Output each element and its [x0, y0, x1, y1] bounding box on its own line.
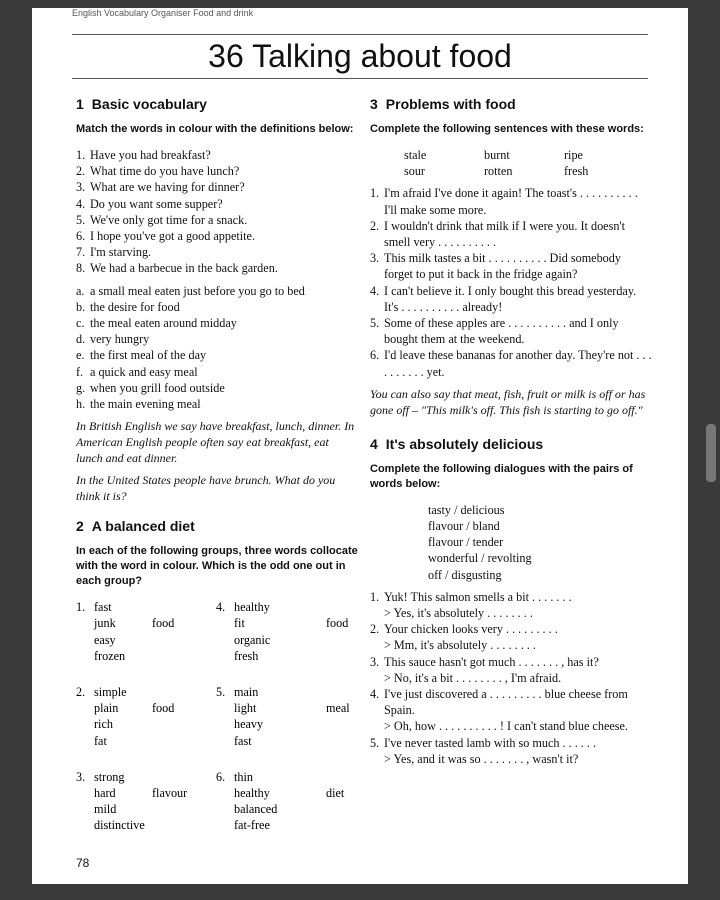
word-box: stale burnt ripe sour rotten fresh [404, 148, 589, 179]
list-item: 2. What time do you have lunch? [76, 164, 240, 179]
section-1-instruction: Match the words in colour with the definitions below: [76, 123, 354, 135]
list-item: 7. I'm starving. [76, 245, 152, 260]
collocation-group: 2. simple plain food rich fat [76, 685, 175, 748]
collocation-group: 1. fast junk food easy frozen [76, 600, 175, 663]
section-4-heading: 4 It's absolutely delicious [370, 435, 544, 452]
list-item: a. a small meal eaten just before you go to bed [76, 283, 305, 298]
list-item: e. the first meal of the day [76, 348, 207, 363]
list-item: 5. Some of these apples are . . . . . . . . . . and I only bought them at the weekend. [370, 316, 619, 347]
section-3-heading: 3 Problems with food [370, 96, 516, 112]
list-item: flavour / tender [428, 535, 504, 550]
section-2-instruction: In each of the following groups, three words collocate with the word in colour. Which is the odd one out in each group? [76, 545, 358, 588]
list-item: 4. Do you want some supper? [76, 196, 223, 211]
collocation-group: 3. strong hard flavour mild distinctive [76, 769, 188, 833]
collocation-group: 6. thin healthy diet balanced fat-free [216, 769, 345, 833]
list-item: h. the main evening meal [76, 397, 201, 412]
usage-note-2: In the United States people have brunch. What do you think it is? [76, 473, 336, 504]
list-item: 1. Yuk! This salmon smells a bit . . . . . . . > Yes, it's absolutely . . . . . . . . [370, 589, 572, 621]
list-item: 3. What are we having for dinner? [76, 180, 245, 195]
usage-note-3: You can also say that meat, fish, fruit or milk is off or has gone off – "This milk's off. This fish is starting to go off." [370, 386, 646, 417]
collocation-group: 4. healthy fit food organic fresh [216, 600, 349, 663]
list-item: 4. I've just discovered a . . . . . . . . . blue cheese from Spain. > Oh, how . . . . . . . . . . ! I can't stand blue cheese. [370, 687, 628, 734]
section-2-heading: 2 A balanced diet [76, 518, 195, 535]
header-rule-bottom [72, 78, 648, 79]
list-item: wonderful / revolting [428, 551, 532, 566]
usage-note-1: In British English we say have breakfast, lunch, dinner. In American English people often say eat breakfast, eat lunch and eat dinner. [76, 419, 355, 466]
left-column [76, 96, 358, 834]
list-item: f. a quick and easy meal [76, 364, 198, 379]
list-item: 5. I've never tasted lamb with so much . . . . . . > Yes, and it was so . . . . . . . , wasn't it? [370, 735, 597, 766]
right-column [370, 96, 652, 767]
list-item: 2. Your chicken looks very . . . . . . . . . > Mm, it's absolutely . . . . . . . . [370, 622, 558, 653]
scrollbar-thumb[interactable] [706, 424, 716, 482]
page-number: 78 [76, 856, 90, 870]
running-header: English Vocabulary Organiser Food and drink [72, 8, 254, 18]
book-page [32, 8, 688, 884]
list-item: 5. We've only got time for a snack. [76, 212, 248, 227]
section-4-instruction: Complete the following dialogues with the pairs of words below: [370, 462, 633, 490]
list-item: 1. I'm afraid I've done it again! The toast's . . . . . . . . . . I'll make some more. [370, 186, 638, 217]
header-rule-top [72, 34, 648, 35]
list-item: b. the desire for food [76, 299, 180, 314]
word-pairs [370, 502, 652, 583]
list-item: 3. This milk tastes a bit . . . . . . . . . . Did somebody forget to put it back in the fridge again? [370, 251, 621, 282]
page-title: 36 Talking about food [208, 38, 512, 74]
list-item: 8. We had a barbecue in the back garden. [76, 261, 278, 276]
section-1-heading: 1 Basic vocabulary [76, 96, 207, 112]
list-item: tasty / delicious [428, 502, 505, 517]
problem-sentences [370, 185, 652, 379]
section-3-instruction: Complete the following sentences with these words: [370, 123, 644, 135]
list-item: off / disgusting [428, 567, 502, 582]
list-item: 4. I can't believe it. I only bought this bread yesterday. It's . . . . . . . . . . already! [370, 283, 637, 314]
collocation-groups [76, 599, 358, 833]
list-item: 3. This sauce hasn't got much . . . . . . . , has it? > No, it's a bit . . . . . . . . , I'm afraid. [370, 654, 599, 685]
list-item: 1. Have you had breakfast? [76, 148, 211, 162]
list-item: g. when you grill food outside [76, 380, 225, 395]
list-item: c. the meal eaten around midday [76, 316, 237, 331]
list-item: 6. I'd leave these bananas for another day. They're not . . . . . . . . . . yet. [370, 348, 652, 379]
collocation-group: 5. main light meal heavy fast [216, 685, 350, 748]
list-item: d. very hungry [76, 332, 150, 347]
sentence-list [76, 147, 358, 277]
list-item: flavour / bland [428, 519, 500, 534]
definition-list [76, 283, 358, 413]
list-item: 2. I wouldn't drink that milk if I were you. It doesn't smell very . . . . . . . . . . [370, 218, 625, 250]
dialogues [370, 589, 652, 767]
list-item: 6. I hope you've got a good appetite. [76, 229, 255, 244]
